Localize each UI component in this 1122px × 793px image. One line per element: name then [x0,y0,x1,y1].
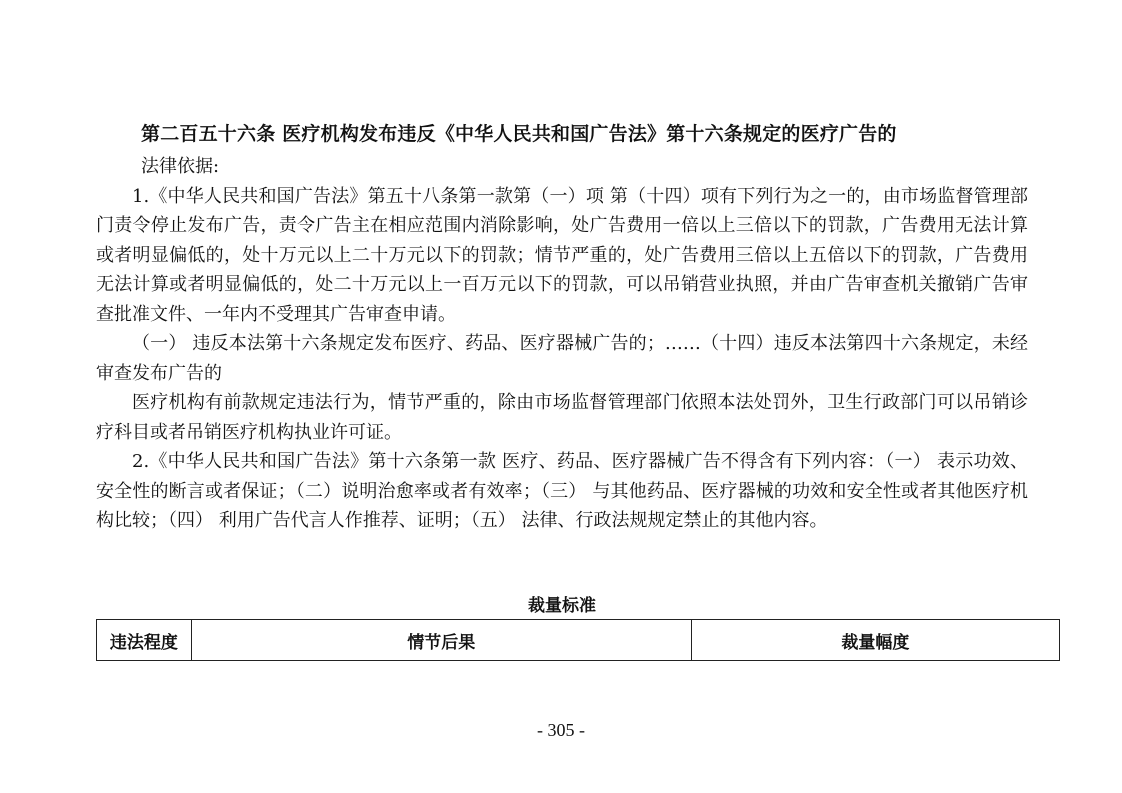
basis-paragraph-4: 2.《中华人民共和国广告法》第十六条第一款 医疗、药品、医疗器械广告不得含有下列内容：（一） 表示功效、安全性的断言或者保证；（二）说明治愈率或者有效率；（三） 与其他药品、医疗器械的功效和安全性或者其他医疗机构比较；（四） 利用广告代言人作推荐、证明；（五） 法律、行政法规规定禁止的其他内容。 [96,451,1028,531]
table-header-row [97,620,1060,661]
column-header-range: 裁量幅度 [691,620,1059,661]
basis-paragraph-2: （一） 违反本法第十六条规定发布医疗、药品、医疗器械广告的；……（十四）违反本法第四十六条规定，未经审查发布广告的 [96,333,1028,384]
basis-paragraph-3: 医疗机构有前款规定违法行为，情节严重的，除由市场监督管理部门依照本法处罚外，卫生行政部门可以吊销诊疗科目或者吊销医疗机构执业许可证。 [96,392,1028,443]
legal-basis-label: 法律依据: [141,156,220,177]
document-page [96,118,1028,536]
standard-table [96,619,1060,661]
column-header-degree: 违法程度 [97,620,192,661]
basis-paragraph-1: 1.《中华人民共和国广告法》第五十八条第一款第（一）项 第（十四）项有下列行为之一的，由市场监督管理部门责令停止发布广告，责令广告主在相应范围内消除影响，处广告费用一倍以上三倍以下的罚款，广告费用无法计算或者明显偏低的，处十万元以上二十万元以下的罚款；情节严重的，处广告费用三倍以上五倍以下的罚款，广告费用无法计算或者明显偏低的，处二十万元以上一百万元以下的罚款，可以吊销营业执照，并由广告审查机关撤销广告审查批准文件、一年内不受理其广告审查申请。 [96,185,1028,325]
page-number: - 305 - [537,720,585,740]
column-header-circumstance: 情节后果 [191,620,691,661]
standard-title: 裁量标准 [528,596,596,616]
article-title: 第二百五十六条 医疗机构发布违反《中华人民共和国广告法》第十六条规定的医疗广告的 [141,123,897,145]
